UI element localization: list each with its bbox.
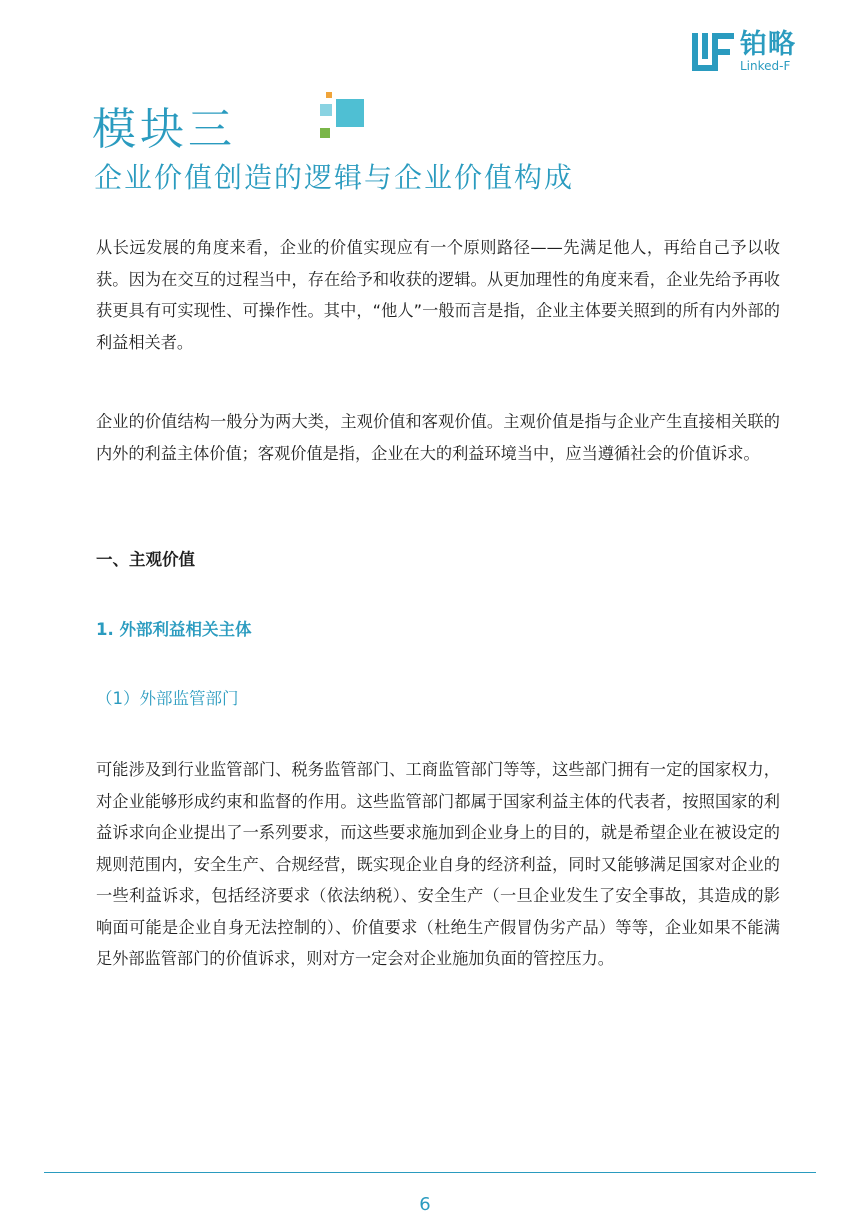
footer-divider (44, 1172, 816, 1173)
module-title: 模块三 (92, 104, 236, 155)
subsection-heading-block (96, 618, 780, 642)
intro-paragraph-block (96, 232, 780, 358)
decor-square-light-teal (320, 104, 332, 116)
section-heading: 一、主观价值 (96, 550, 195, 569)
brand-name-cn: 铂略 (740, 29, 796, 60)
paragraph-value-structure: 企业的价值结构一般分为两大类，主观价值和客观价值。主观价值是指与企业产生直接相关联的内外的利益主体价值；客观价值是指，企业在大的利益环境当中，应当遵循社会的价值诉求。 (96, 412, 780, 463)
minor-heading-block (96, 687, 780, 711)
regulator-paragraph-block (96, 754, 780, 975)
paragraph-intro: 从长远发展的角度来看，企业的价值实现应有一个原则路径——先满足他人，再给自己予以收获。因为在交互的过程当中，存在给予和收获的逻辑。从更加理性的角度来看，企业先给予再收获更具有可实现性、可操作性。其中，“他人”一般而言是指，企业主体要关照到的所有内外部的利益相关者。 (96, 238, 780, 352)
paragraph-regulators: 可能涉及到行业监管部门、税务监管部门、工商监管部门等等，这些部门拥有一定的国家权力，对企业能够形成约束和监督的作用。这些监管部门都属于国家利益主体的代表者，按照国家的利益诉求向企业提出了一系列要求，而这些要求施加到企业身上的目的，就是希望企业在被设定的规则范围内，安全生产、合规经营，既实现企业自身的经济利益，同时又能够满足国家对企业的一些利益诉求，包括经济要求（依法纳税）、安全生产（一旦企业发生了安全事故，其造成的影响面可能是企业自身无法控制的）、价值要求（杜绝生产假冒伪劣产品）等等，企业如果不能满足外部监管部门的价值诉求，则对方一定会对企业施加负面的管控压力。 (96, 760, 780, 968)
structure-paragraph-block (96, 406, 780, 469)
module-subtitle: 企业价值创造的逻辑与企业价值构成 (94, 161, 575, 194)
section-heading-block (96, 548, 780, 572)
logo-mark-icon (692, 33, 734, 71)
brand-name-en: Linked-F (740, 59, 791, 73)
subsection-heading: 1. 外部利益相关主体 (96, 620, 252, 639)
decor-square-orange (326, 92, 332, 98)
page-number: 6 (419, 1194, 431, 1215)
decor-square-green (320, 128, 330, 138)
brand-logo (692, 30, 810, 74)
minor-heading: （1）外部监管部门 (96, 689, 239, 708)
decor-square-teal (336, 99, 364, 127)
